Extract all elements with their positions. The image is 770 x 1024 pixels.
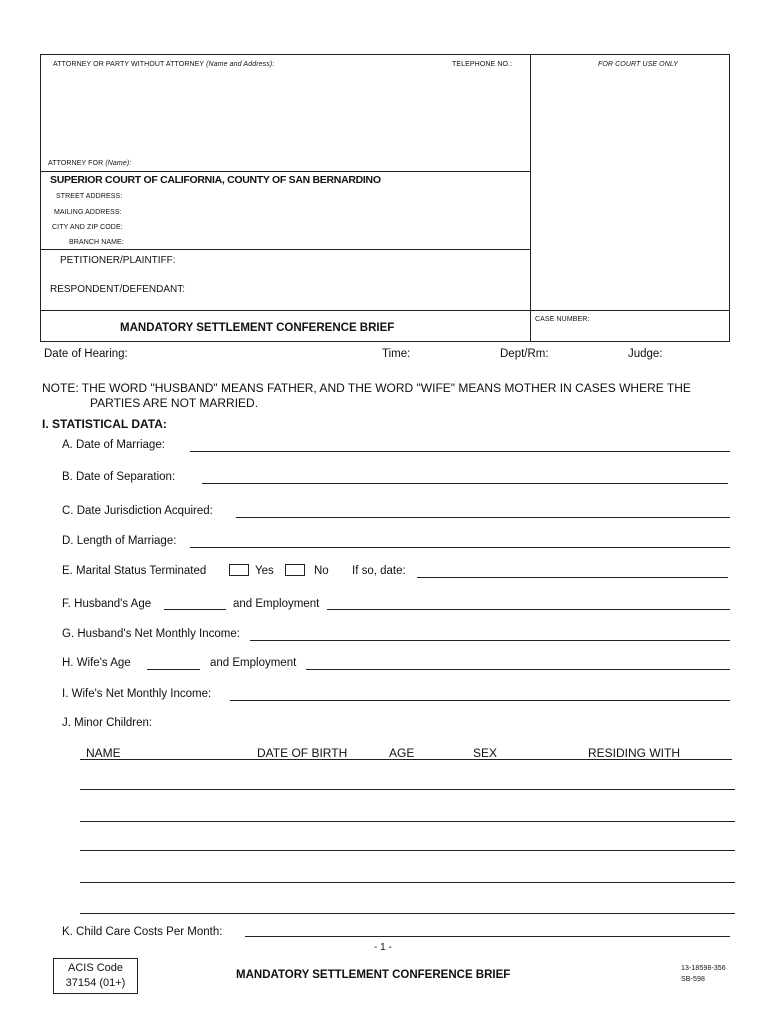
- footer-title: MANDATORY SETTLEMENT CONFERENCE BRIEF: [236, 969, 511, 981]
- husband-age-label: F. Husband's Age: [62, 598, 152, 610]
- branch-name-label: BRANCH NAME:: [69, 239, 124, 246]
- attorney-label-text: ATTORNEY OR PARTY WITHOUT ATTORNEY: [53, 61, 205, 68]
- husband-employment-label: and Employment: [233, 598, 320, 610]
- husband-employment-field[interactable]: [327, 609, 730, 610]
- husband-income-label: G. Husband's Net Monthly Income:: [62, 628, 240, 640]
- col-name: NAME: [86, 746, 121, 760]
- judge-label: Judge:: [628, 348, 663, 360]
- parties-section-divider: [40, 249, 530, 250]
- children-row-3[interactable]: [80, 850, 735, 851]
- child-care-costs-label: K. Child Care Costs Per Month:: [62, 926, 223, 938]
- children-row-1[interactable]: [80, 789, 735, 790]
- note-line-2: PARTIES ARE NOT MARRIED.: [90, 396, 259, 410]
- date-of-separation-field[interactable]: [202, 483, 728, 484]
- length-of-marriage-label: D. Length of Marriage:: [62, 535, 177, 547]
- document-title: MANDATORY SETTLEMENT CONFERENCE BRIEF: [120, 322, 395, 334]
- court-use-label: FOR COURT USE ONLY: [598, 61, 678, 68]
- dept-rm-label: Dept/Rm:: [500, 348, 549, 360]
- children-row-4[interactable]: [80, 882, 735, 883]
- marital-status-yes-label: Yes: [255, 565, 274, 577]
- footer-form-code: 13-18598-356: [681, 965, 726, 972]
- child-care-costs-field[interactable]: [245, 936, 730, 937]
- husband-age-field[interactable]: [164, 609, 226, 610]
- attorney-for-text: ATTORNEY FOR: [48, 160, 104, 167]
- marital-status-label: E. Marital Status Terminated: [62, 565, 207, 577]
- children-row-2[interactable]: [80, 821, 735, 822]
- attorney-for-hint: (Name):: [105, 160, 132, 167]
- children-table: [80, 746, 735, 916]
- marital-status-no-label: No: [314, 565, 329, 577]
- length-of-marriage-field[interactable]: [190, 547, 730, 548]
- date-of-separation-label: B. Date of Separation:: [62, 471, 176, 483]
- date-of-marriage-field[interactable]: [190, 451, 730, 452]
- note-line-1: NOTE: THE WORD "HUSBAND" MEANS FATHER, AND THE WORD "WIFE" MEANS MOTHER IN CASES WHERE THE: [42, 381, 691, 395]
- acis-code-box: [53, 958, 138, 994]
- husband-income-field[interactable]: [250, 640, 730, 641]
- minor-children-label: J. Minor Children:: [62, 717, 153, 729]
- mailing-address-label: MAILING ADDRESS:: [54, 209, 122, 216]
- date-jurisdiction-field[interactable]: [236, 517, 730, 518]
- termination-date-label: If so, date:: [352, 565, 406, 577]
- court-use-divider: [530, 54, 531, 342]
- respondent-label: RESPONDENT/DEFENDANT:: [50, 284, 186, 295]
- attorney-section-divider: [40, 171, 530, 172]
- col-age: AGE: [389, 746, 415, 760]
- children-row-5[interactable]: [80, 913, 735, 914]
- date-jurisdiction-label: C. Date Jurisdiction Acquired:: [62, 505, 213, 517]
- page-number: - 1 -: [374, 942, 392, 953]
- wife-age-label: H. Wife's Age: [62, 657, 131, 669]
- footer-sb-code: SB-598: [681, 976, 705, 983]
- wife-income-field[interactable]: [230, 700, 730, 701]
- attorney-label: [53, 61, 274, 68]
- acis-code-label: ACIS Code: [67, 962, 124, 974]
- telephone-label: TELEPHONE NO.:: [452, 61, 513, 68]
- marital-status-yes-checkbox[interactable]: [229, 564, 249, 576]
- acis-code-value: 37154 (01+): [65, 977, 126, 989]
- city-zip-label: CITY AND ZIP CODE:: [52, 224, 123, 231]
- time-label: Time:: [382, 348, 411, 360]
- case-number-label: CASE NUMBER:: [535, 316, 590, 323]
- caption-box: [40, 54, 730, 342]
- wife-employment-field[interactable]: [306, 669, 730, 670]
- wife-employment-label: and Employment: [210, 657, 297, 669]
- marital-status-no-checkbox[interactable]: [285, 564, 305, 576]
- street-address-label: STREET ADDRESS:: [56, 193, 123, 200]
- petitioner-label: PETITIONER/PLAINTIFF:: [60, 255, 176, 266]
- date-of-marriage-label: A. Date of Marriage:: [62, 439, 165, 451]
- attorney-label-hint: (Name and Address):: [206, 61, 275, 68]
- attorney-for-label: [48, 160, 131, 167]
- termination-date-field[interactable]: [417, 577, 728, 578]
- court-name: SUPERIOR COURT OF CALIFORNIA, COUNTY OF SAN BERNARDINO: [50, 174, 381, 186]
- wife-income-label: I. Wife's Net Monthly Income:: [62, 688, 212, 700]
- date-of-hearing-label: Date of Hearing:: [44, 348, 128, 360]
- wife-age-field[interactable]: [147, 669, 200, 670]
- col-sex: SEX: [473, 746, 498, 760]
- col-residing-with: RESIDING WITH: [588, 746, 680, 760]
- section-heading: I. STATISTICAL DATA:: [42, 417, 167, 431]
- title-section-divider: [40, 310, 730, 311]
- col-date-of-birth: DATE OF BIRTH: [257, 746, 348, 760]
